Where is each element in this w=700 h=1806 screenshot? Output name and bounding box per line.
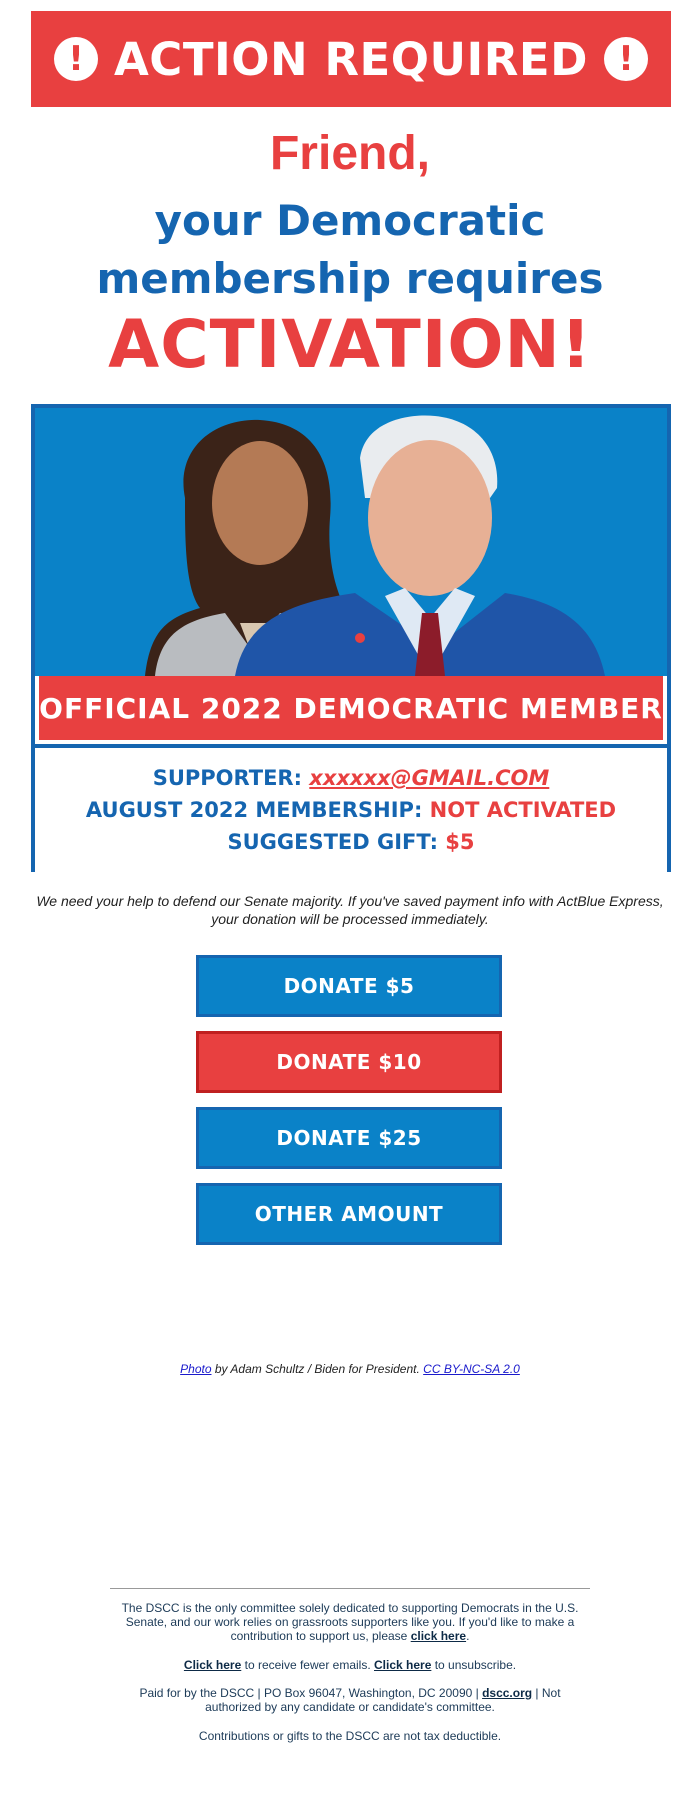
headline-emphasis: ACTIVATION!	[108, 306, 592, 383]
candidates-photo[interactable]	[35, 408, 667, 676]
photo-link[interactable]: Photo	[180, 1362, 212, 1376]
fewer-emails-text: to receive fewer emails.	[241, 1658, 374, 1672]
paid-for-end: | Not authorized by any candidate or candidate's committee.	[205, 1686, 561, 1714]
candidates-photo-illustration	[35, 408, 667, 676]
contribute-link[interactable]: click here	[410, 1629, 467, 1643]
footer-email-prefs	[110, 1658, 590, 1672]
footer-about-end: .	[466, 1629, 470, 1643]
unsubscribe-link[interactable]: Click here	[374, 1658, 432, 1672]
membership-status-row	[35, 798, 667, 822]
membership-card[interactable]	[31, 404, 671, 872]
membership-details	[35, 744, 667, 872]
donate-25-button[interactable]: DONATE $25	[196, 1107, 502, 1169]
footer-paid-for	[110, 1686, 590, 1714]
intro-text: We need your help to defend our Senate majority. If you've saved payment info with ActBlue Express, your donation will be processed immediately.	[36, 893, 664, 927]
headline-line-2: membership requires	[96, 254, 604, 303]
banner-title: ACTION REQUIRED	[113, 32, 589, 86]
suggested-gift-row	[35, 830, 667, 854]
headline-line-1: your Democratic	[154, 196, 546, 245]
paid-for-text: Paid for by the DSCC | PO Box 96047, Washington, DC 20090 |	[139, 1686, 483, 1700]
membership-status: NOT ACTIVATED	[429, 798, 617, 822]
photo-credit-text: by Adam Schultz / Biden for President.	[211, 1362, 424, 1376]
supporter-email-link[interactable]: xxxxxx@GMAIL.COM	[309, 766, 550, 790]
action-required-banner	[31, 11, 671, 107]
gift-label: SUGGESTED GIFT:	[227, 830, 438, 854]
supporter-row	[35, 766, 667, 790]
donate-10-button[interactable]: DONATE $10	[196, 1031, 502, 1093]
exclamation-circle-icon: !	[604, 37, 648, 81]
gift-value: $5	[445, 830, 475, 854]
official-member-bar: OFFICIAL 2022 DEMOCRATIC MEMBER	[39, 676, 663, 740]
fewer-emails-link[interactable]: Click here	[183, 1658, 242, 1672]
footer-about	[110, 1601, 590, 1643]
footer-tax-note: Contributions or gifts to the DSCC are not tax deductible.	[198, 1729, 502, 1743]
other-amount-button[interactable]: OTHER AMOUNT	[196, 1183, 502, 1245]
unsubscribe-text: to unsubscribe.	[431, 1658, 517, 1672]
footer-divider	[110, 1588, 590, 1589]
supporter-label: SUPPORTER:	[152, 766, 302, 790]
exclamation-circle-icon: !	[54, 37, 98, 81]
donate-5-button[interactable]: DONATE $5	[196, 955, 502, 1017]
footer-about-text: The DSCC is the only committee solely dedicated to supporting Democrats in the U.S. Senate, and our work relies on grassroots supporters like you. If you'd like to make a contribution to support us, please	[121, 1601, 579, 1643]
headline-greeting: Friend,	[269, 127, 430, 180]
photo-credit	[0, 1362, 700, 1376]
membership-label: AUGUST 2022 MEMBERSHIP:	[85, 798, 423, 822]
dscc-site-link[interactable]: dscc.org	[482, 1686, 533, 1700]
license-link[interactable]: CC BY-NC-SA 2.0	[423, 1362, 520, 1376]
